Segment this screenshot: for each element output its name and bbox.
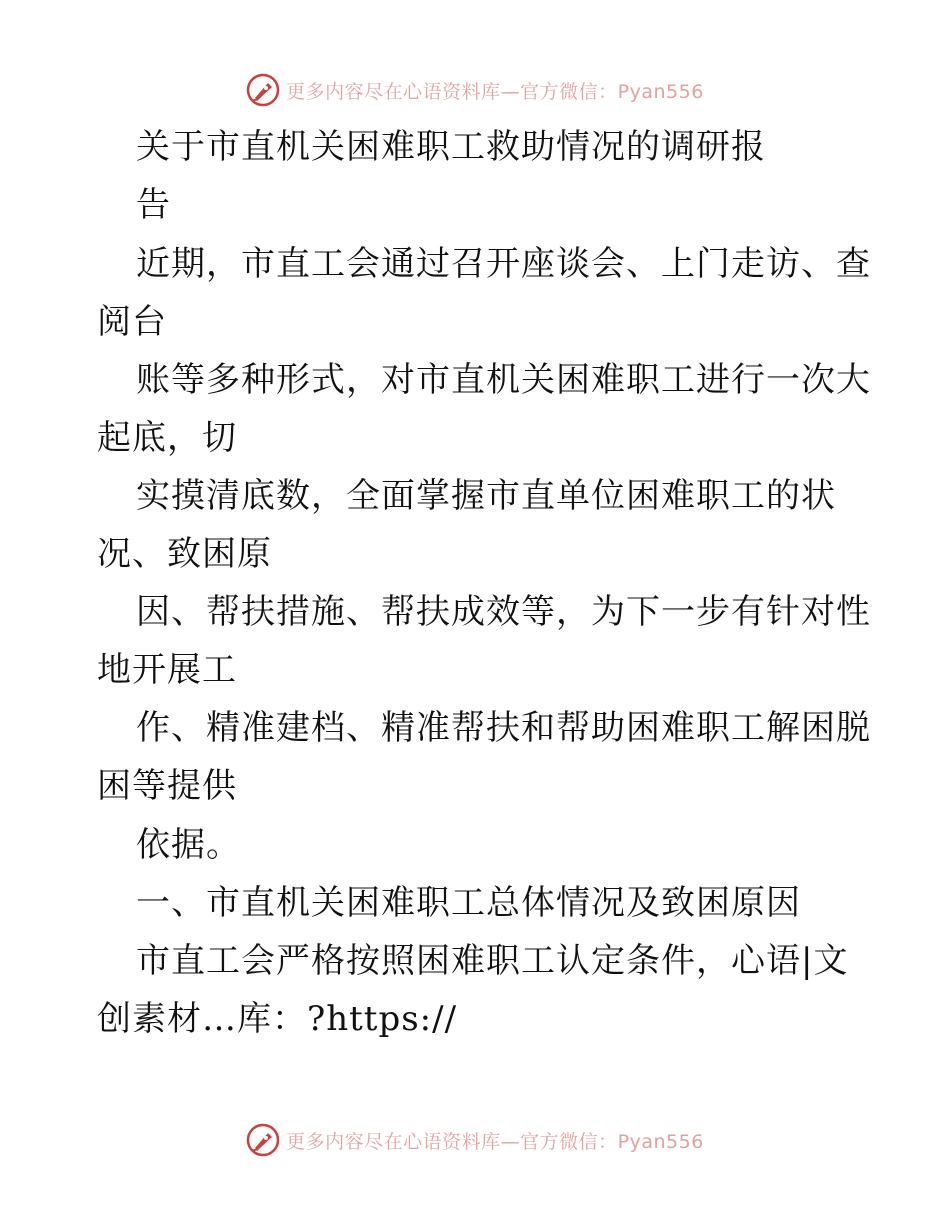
paragraph-line: 依据。 (136, 825, 241, 865)
paragraph-line: 况、致困原 (97, 534, 272, 574)
paragraph-line: 因、帮扶措施、帮扶成效等，为下一步有针对性 (136, 592, 871, 632)
footer-watermark (0, 1120, 950, 1160)
paragraph-line: 起底，切 (97, 418, 237, 458)
header-watermark (0, 70, 950, 110)
paragraph-line: 近期，市直工会通过召开座谈会、上门走访、查 (136, 244, 871, 284)
section-heading: 一、市直机关困难职工总体情况及致困原因 (136, 883, 801, 923)
doc-title-line-2: 告 (136, 185, 171, 225)
watermark-text: 更多内容尽在心语资料库—官方微信：Pyan556 (286, 80, 704, 103)
doc-title-line-1: 关于市直机关困难职工救助情况的调研报 (136, 127, 766, 167)
pen-nib-logo-icon (246, 1123, 280, 1157)
watermark-text: 更多内容尽在心语资料库—官方微信：Pyan556 (286, 1130, 704, 1153)
paragraph-line: 地开展工 (97, 650, 237, 690)
paragraph-line: 实摸清底数，全面掌握市直单位困难职工的状 (136, 476, 836, 516)
paragraph-line: 市直工会严格按照困难职工认定条件，心语|文 (136, 941, 849, 981)
paragraph-line: 阅台 (97, 302, 167, 342)
paragraph-line: 账等多种形式，对市直机关困难职工进行一次大 (136, 360, 871, 400)
pen-nib-logo-icon (246, 73, 280, 107)
paragraph-line: 创素材…库：?https:// (97, 999, 458, 1039)
paragraph-line: 作、精准建档、精准帮扶和帮助困难职工解困脱 (136, 708, 871, 748)
paragraph-line: 困等提供 (97, 766, 237, 806)
